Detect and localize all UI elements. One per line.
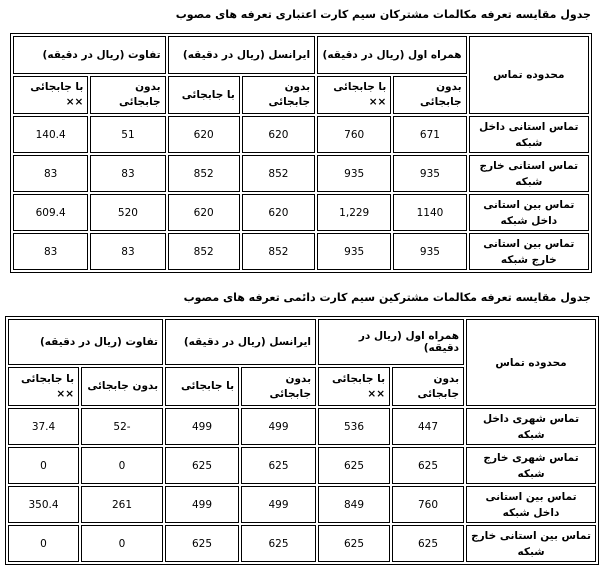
cell-value: 852 bbox=[168, 233, 240, 270]
cell-value: 852 bbox=[242, 155, 315, 192]
cell-value: 499 bbox=[241, 408, 316, 445]
cell-value: 620 bbox=[168, 116, 240, 153]
row-label: تماس استانی داخل شبکه bbox=[469, 116, 589, 153]
difference-header: تفاوت (ریال در دقیقه) bbox=[8, 319, 163, 365]
cell-value: 625 bbox=[241, 525, 316, 562]
table-row bbox=[8, 486, 596, 523]
cell-value: 350.4 bbox=[8, 486, 79, 523]
sub-header: بدون جابجائی bbox=[242, 76, 315, 114]
sub-header: بدون جابجائی bbox=[393, 76, 466, 114]
row-label: تماس بین استانی خارج شبکه bbox=[469, 233, 589, 270]
cell-value: 625 bbox=[241, 447, 316, 484]
cell-value: 852 bbox=[242, 233, 315, 270]
cell-value: 625 bbox=[318, 447, 390, 484]
cell-value: 0 bbox=[8, 525, 79, 562]
cell-value: 620 bbox=[242, 194, 315, 231]
sub-header: بدون جابجائی bbox=[90, 76, 165, 114]
cell-value: 609.4 bbox=[13, 194, 88, 231]
mci-header: همراه اول (ریال در دقیقه) bbox=[318, 319, 464, 365]
mci-header: همراه اول (ریال در دقیقه) bbox=[317, 36, 467, 74]
cell-value: 0 bbox=[8, 447, 79, 484]
cell-value: 83 bbox=[13, 155, 88, 192]
row-label: تماس شهری داخل شبکه bbox=[466, 408, 596, 445]
cell-value: 935 bbox=[393, 155, 466, 192]
sub-header: بدون جابجائی bbox=[241, 367, 316, 406]
cell-value: 520 bbox=[90, 194, 165, 231]
sub-header: با جابجائی ×× bbox=[317, 76, 391, 114]
row-label: تماس بین استانی داخل شبکه bbox=[466, 486, 596, 523]
sub-header: با جابجائی ×× bbox=[8, 367, 79, 406]
cell-value: 625 bbox=[165, 447, 239, 484]
table-1-caption: جدول مقایسه تعرفه مکالمات مشترکان سیم کارت اعتباری تعرفه های مصوب bbox=[175, 8, 591, 21]
irancell-header: ایرانسل (ریال در دقیقه) bbox=[165, 319, 316, 365]
sub-header: بدون جابجائی bbox=[81, 367, 163, 406]
difference-header: تفاوت (ریال در دقیقه) bbox=[13, 36, 166, 74]
cell-value: 852 bbox=[168, 155, 240, 192]
cell-value: 37.4 bbox=[8, 408, 79, 445]
cell-value: 499 bbox=[165, 408, 239, 445]
cell-value: 935 bbox=[317, 155, 391, 192]
cell-value: 0 bbox=[81, 525, 163, 562]
row-label: تماس استانی خارج شبکه bbox=[469, 155, 589, 192]
cell-value: 499 bbox=[165, 486, 239, 523]
cell-value: 625 bbox=[318, 525, 390, 562]
cell-value: 447 bbox=[392, 408, 464, 445]
row-label: تماس شهری خارج شبکه bbox=[466, 447, 596, 484]
table-row bbox=[13, 233, 589, 270]
scope-header: محدوده تماس bbox=[466, 319, 596, 406]
row-label: تماس بین استانی خارج شبکه bbox=[466, 525, 596, 562]
cell-value: 625 bbox=[392, 447, 464, 484]
cell-value: 1140 bbox=[393, 194, 466, 231]
sub-header: با جابجائی bbox=[165, 367, 239, 406]
cell-value: 1,229 bbox=[317, 194, 391, 231]
cell-value: 51 bbox=[90, 116, 165, 153]
sub-header: با جابجائی ×× bbox=[13, 76, 88, 114]
cell-value: 671 bbox=[393, 116, 466, 153]
cell-value: 620 bbox=[242, 116, 315, 153]
sub-header: با جابجائی ×× bbox=[318, 367, 390, 406]
table-row bbox=[8, 408, 596, 445]
sub-header: بدون جابجائی bbox=[392, 367, 464, 406]
prepaid-tariff-table bbox=[10, 33, 592, 273]
scope-header: محدوده تماس bbox=[469, 36, 589, 114]
table-row bbox=[13, 155, 589, 192]
table-row bbox=[8, 525, 596, 562]
cell-value: 760 bbox=[317, 116, 391, 153]
postpaid-tariff-table bbox=[5, 316, 599, 565]
cell-value: 625 bbox=[165, 525, 239, 562]
table-row bbox=[8, 447, 596, 484]
cell-value: 849 bbox=[318, 486, 390, 523]
cell-value: 935 bbox=[317, 233, 391, 270]
cell-value: 625 bbox=[392, 525, 464, 562]
cell-value: 620 bbox=[168, 194, 240, 231]
cell-value: 83 bbox=[90, 155, 165, 192]
row-label: تماس بین استانی داخل شبکه bbox=[469, 194, 589, 231]
table-row bbox=[13, 194, 589, 231]
cell-value: -52 bbox=[81, 408, 163, 445]
table-2-caption: جدول مقایسه تعرفه مکالمات مشترکین سیم کارت دائمی تعرفه های مصوب bbox=[183, 291, 591, 304]
cell-value: 83 bbox=[90, 233, 165, 270]
cell-value: 140.4 bbox=[13, 116, 88, 153]
cell-value: 83 bbox=[13, 233, 88, 270]
irancell-header: ایرانسل (ریال در دقیقه) bbox=[168, 36, 316, 74]
cell-value: 499 bbox=[241, 486, 316, 523]
cell-value: 536 bbox=[318, 408, 390, 445]
sub-header: با جابجائی bbox=[168, 76, 240, 114]
cell-value: 0 bbox=[81, 447, 163, 484]
cell-value: 760 bbox=[392, 486, 464, 523]
cell-value: 935 bbox=[393, 233, 466, 270]
cell-value: 261 bbox=[81, 486, 163, 523]
table-row bbox=[13, 116, 589, 153]
